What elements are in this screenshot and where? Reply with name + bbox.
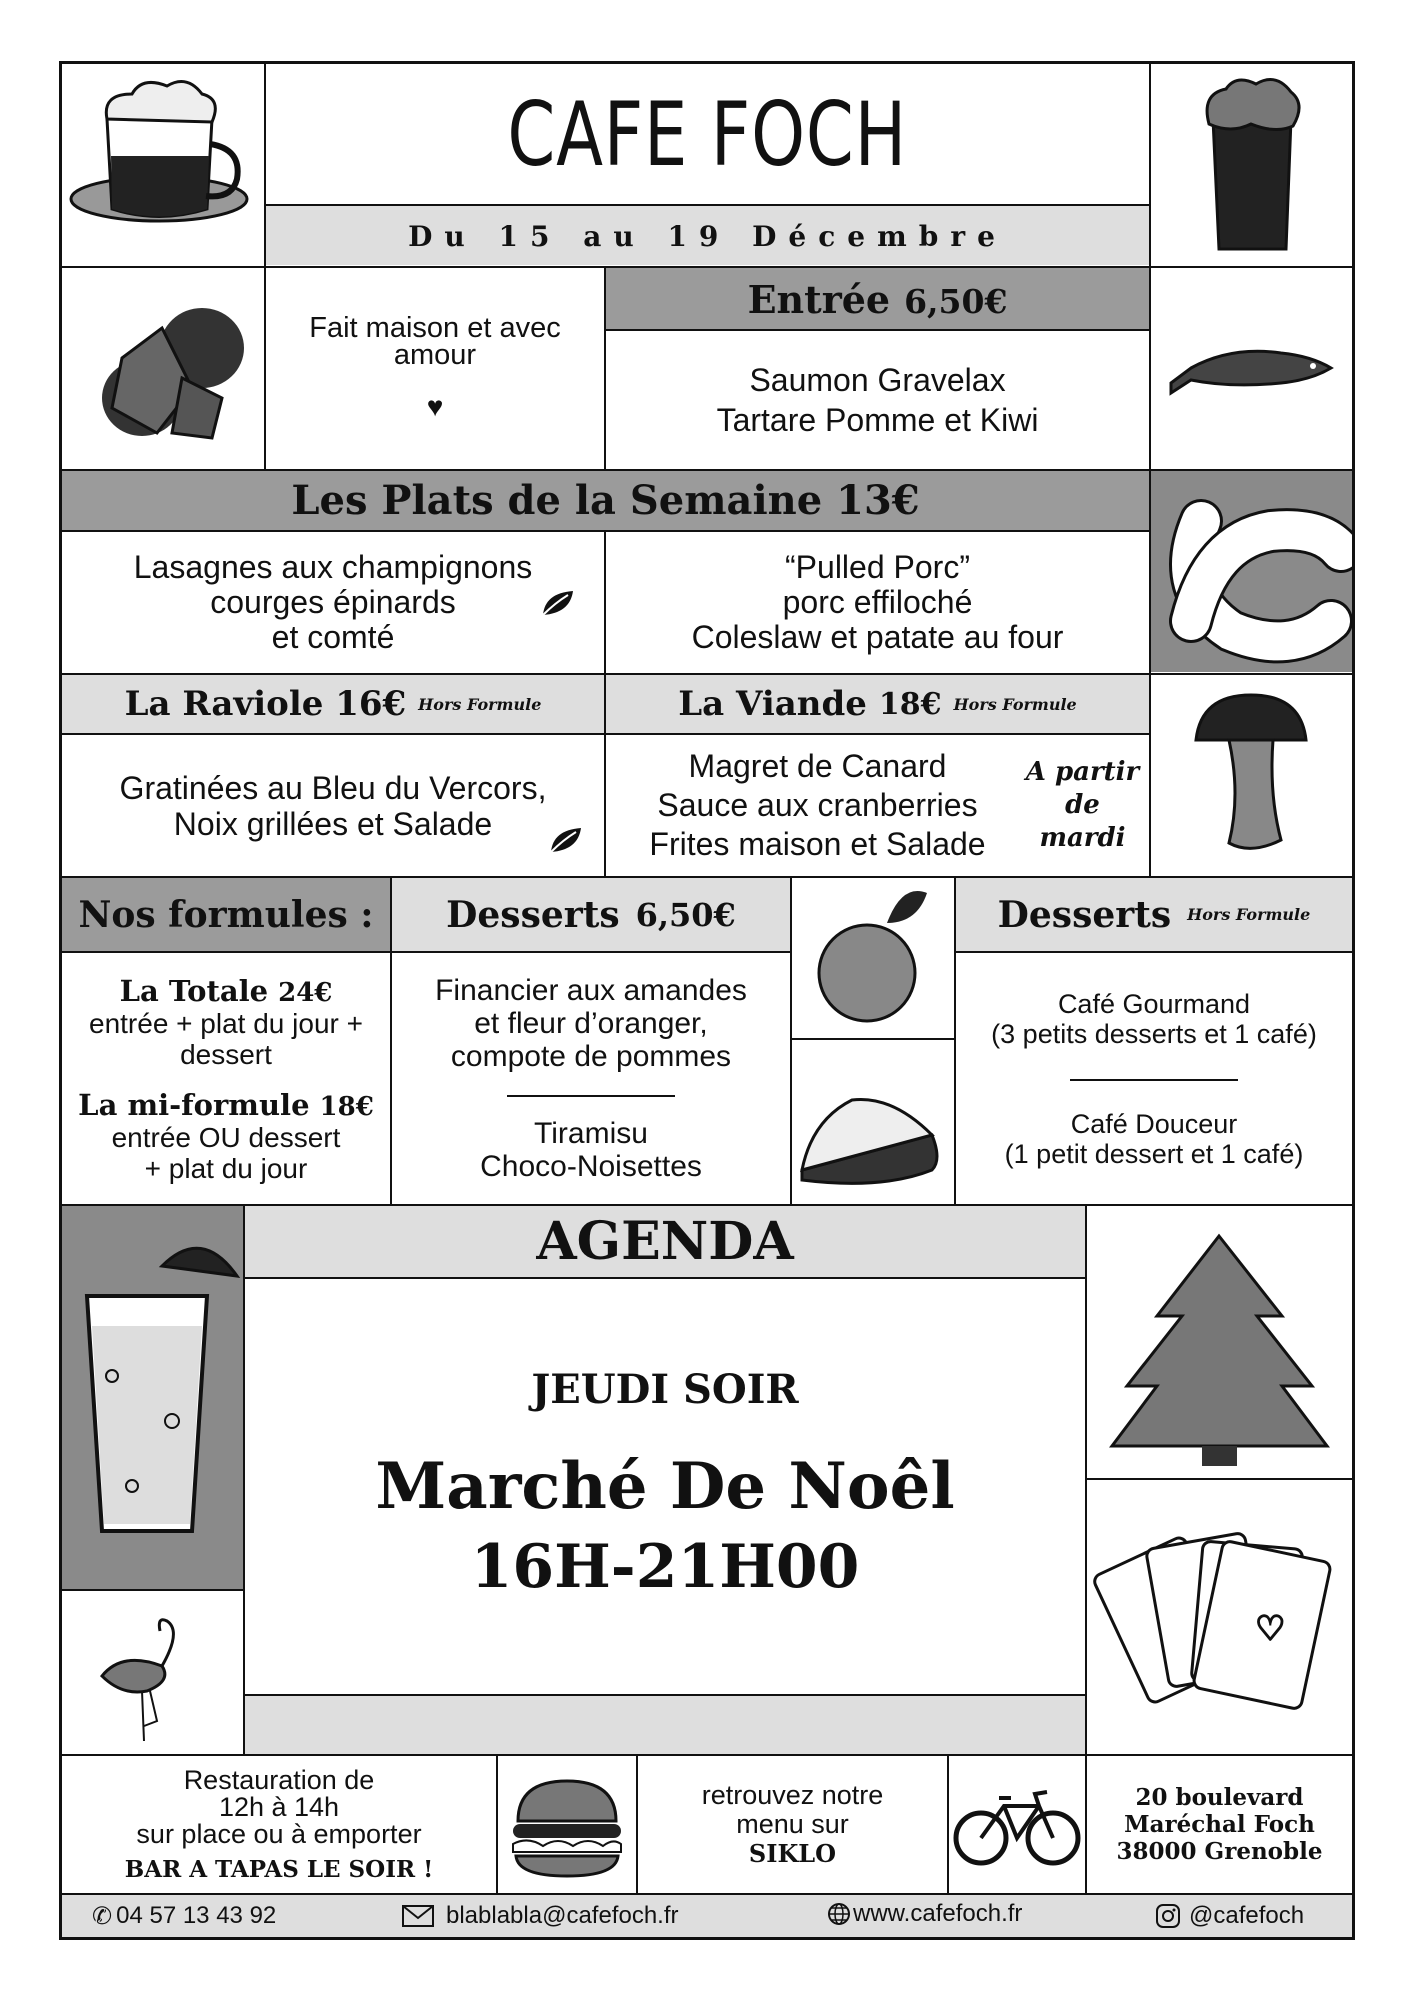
tapas-text: BAR A TAPAS LE SOIR ! [124,1855,434,1883]
leaf-icon-2 [548,825,584,855]
agenda-hours: 16H-21H00 [470,1532,860,1602]
page-title: CAFE FOCH [507,82,908,186]
siklo-line-2: menu sur [736,1809,849,1839]
sausage-icon [1151,471,1352,672]
footer-address [1087,1756,1352,1893]
fish-icon [1151,268,1352,469]
desserts-title: Desserts [446,893,620,936]
cafe-douceur-desc: (1 petit dessert et 1 café) [1004,1138,1304,1169]
viande-header [606,675,1149,733]
phone-contact[interactable] [92,1900,276,1932]
dates [266,206,1149,266]
mi-desc-2: + plat du jour [144,1152,308,1184]
viande-note-1: A partir [1025,756,1140,787]
entree-line-1: Saumon Gravelax [749,362,1006,398]
viande-title: La Viande [678,684,867,724]
mi-formule-price: 18€ [319,1091,374,1122]
totale-name: La Totale [119,973,269,1008]
raviole-tag: Hors Formule [418,694,542,714]
instagram-contact[interactable] [1155,1900,1304,1932]
coffee-cup-icon [62,64,264,266]
entree-title: Entrée [747,276,891,322]
agenda-title: AGENDA [536,1211,794,1272]
viande-line-3: Frites maison et Salade [649,826,986,862]
formules-content [62,953,390,1204]
playing-cards-icon [1087,1480,1352,1754]
raviole-title: La Raviole 16€ [124,684,407,724]
mi-formule-name: La mi-formule [78,1087,310,1122]
plat-right-line-2: porc effiloché [782,584,973,620]
email-text: blablabla@cafefoch.fr [446,1902,679,1929]
viande-note-3: mardi [1039,822,1126,853]
cafe-gourmand: Café Gourmand [1057,988,1251,1019]
viande-note-2: de [1065,789,1100,820]
insta-text: @cafefoch [1189,1902,1305,1929]
intro-text: Fait maison et avec amour [309,311,561,371]
plat-left-line-1: Lasagnes aux champignons [133,549,533,585]
totale-price: 24€ [278,977,333,1008]
desserts-hf-content [956,953,1352,1204]
address-line-1: 20 boulevard [1135,1784,1304,1811]
dessert-2-line-1: Tiramisu [534,1117,648,1150]
viande-note [1020,745,1145,865]
svg-text:♡: ♡ [1255,1609,1286,1649]
heart-icon: ♥ [426,390,444,422]
siklo-line-1: retrouvez notre [701,1780,884,1810]
entree-content [606,331,1149,469]
formules-header [62,878,390,951]
viande-tag: Hors Formule [953,694,1077,714]
desserts-header [392,878,790,951]
agenda-header [245,1206,1085,1277]
mail-icon [402,1905,434,1927]
plat-right-line-1: “Pulled Porc” [785,549,970,585]
hazelnut-icon [62,268,264,469]
resto-line-3: sur place ou à emporter [136,1818,422,1849]
phone-icon: ✆ [92,1902,113,1930]
christmas-tree-icon [1087,1206,1352,1478]
desserts-content [392,953,790,1204]
globe-icon [827,1902,851,1926]
dessert-1-line-1: Financier aux amandes [435,974,747,1007]
entree-line-2: Tartare Pomme et Kiwi [716,402,1039,438]
agenda-bottom-band [244,1695,1086,1755]
email-contact[interactable] [402,1900,679,1932]
desserts-hf-title: Desserts [997,893,1172,936]
raviole-line-1: Gratinées au Bleu du Vercors, [119,769,547,806]
entree-header [606,268,1149,330]
cafe-douceur: Café Douceur [1070,1108,1238,1139]
dessert-divider [507,1095,675,1097]
desserts-hf-divider [1070,1079,1238,1081]
flamingo-icon [62,1591,243,1754]
web-contact[interactable] [827,1898,1022,1930]
resto-line-2: 12h à 14h [218,1791,340,1822]
totale-desc-2: dessert [180,1038,272,1070]
agenda-event: Marché De Noêl [375,1449,955,1524]
desserts-hf-header [956,878,1352,951]
agenda-content [245,1279,1085,1694]
mi-desc-1: entrée OU dessert [111,1121,341,1153]
beer-glass-icon [1151,64,1352,266]
instagram-icon [1155,1903,1181,1929]
resto-line-1: Restauration de [183,1764,375,1795]
web-text: www.cafefoch.fr [853,1900,1023,1927]
plat-left-line-2: courges épinards [210,584,456,620]
dessert-1-line-2: et fleur d’oranger, [474,1007,708,1040]
entree-price: 6,50€ [904,281,1008,321]
raviole-line-2: Noix grillées et Salade [173,805,493,842]
orange-icon [792,878,954,1038]
dates-text: Du 15 au 19 Décembre [408,219,1007,253]
plat-left [62,532,604,673]
burger-icon [498,1756,636,1893]
leaf-icon [540,588,576,618]
mushroom-icon [1151,675,1352,876]
plats-title: Les Plats de la Semaine 13€ [291,477,920,524]
plat-left-line-3: et comté [271,619,395,655]
footer-siklo [638,1756,947,1893]
agenda-day: JEUDI SOIR [531,1366,799,1413]
viande-price: 18€ [878,686,942,722]
footer-resto [62,1756,496,1893]
viande-line-2: Sauce aux cranberries [657,787,978,823]
plat-right-line-3: Coleslaw et patate au four [691,619,1064,655]
raviole-content [62,735,604,876]
formules-title: Nos formules : [78,893,374,936]
intro [266,268,604,469]
phone-text: 04 57 13 43 92 [116,1902,277,1929]
viande-content [615,735,1020,876]
pie-slice-icon [792,1040,954,1204]
plat-right [606,532,1149,673]
address-line-3: 38000 Grenoble [1116,1838,1323,1865]
viande-line-1: Magret de Canard [688,748,947,784]
desserts-price: 6,50€ [635,895,736,934]
dessert-2-line-2: Choco-Noisettes [480,1150,702,1183]
plats-header [62,471,1149,530]
bicycle-icon [949,1756,1085,1893]
totale-desc-1: entrée + plat du jour + [89,1007,363,1039]
desserts-hf-tag: Hors Formule [1187,905,1311,924]
header [266,64,1149,204]
lemonade-glass-icon [62,1206,243,1589]
raviole-header [62,675,604,733]
dessert-1-line-3: compote de pommes [450,1040,732,1073]
siklo-name[interactable]: SIKLO [748,1839,837,1868]
cafe-gourmand-desc: (3 petits desserts et 1 café) [991,1018,1317,1049]
address-line-2: Maréchal Foch [1124,1811,1315,1838]
